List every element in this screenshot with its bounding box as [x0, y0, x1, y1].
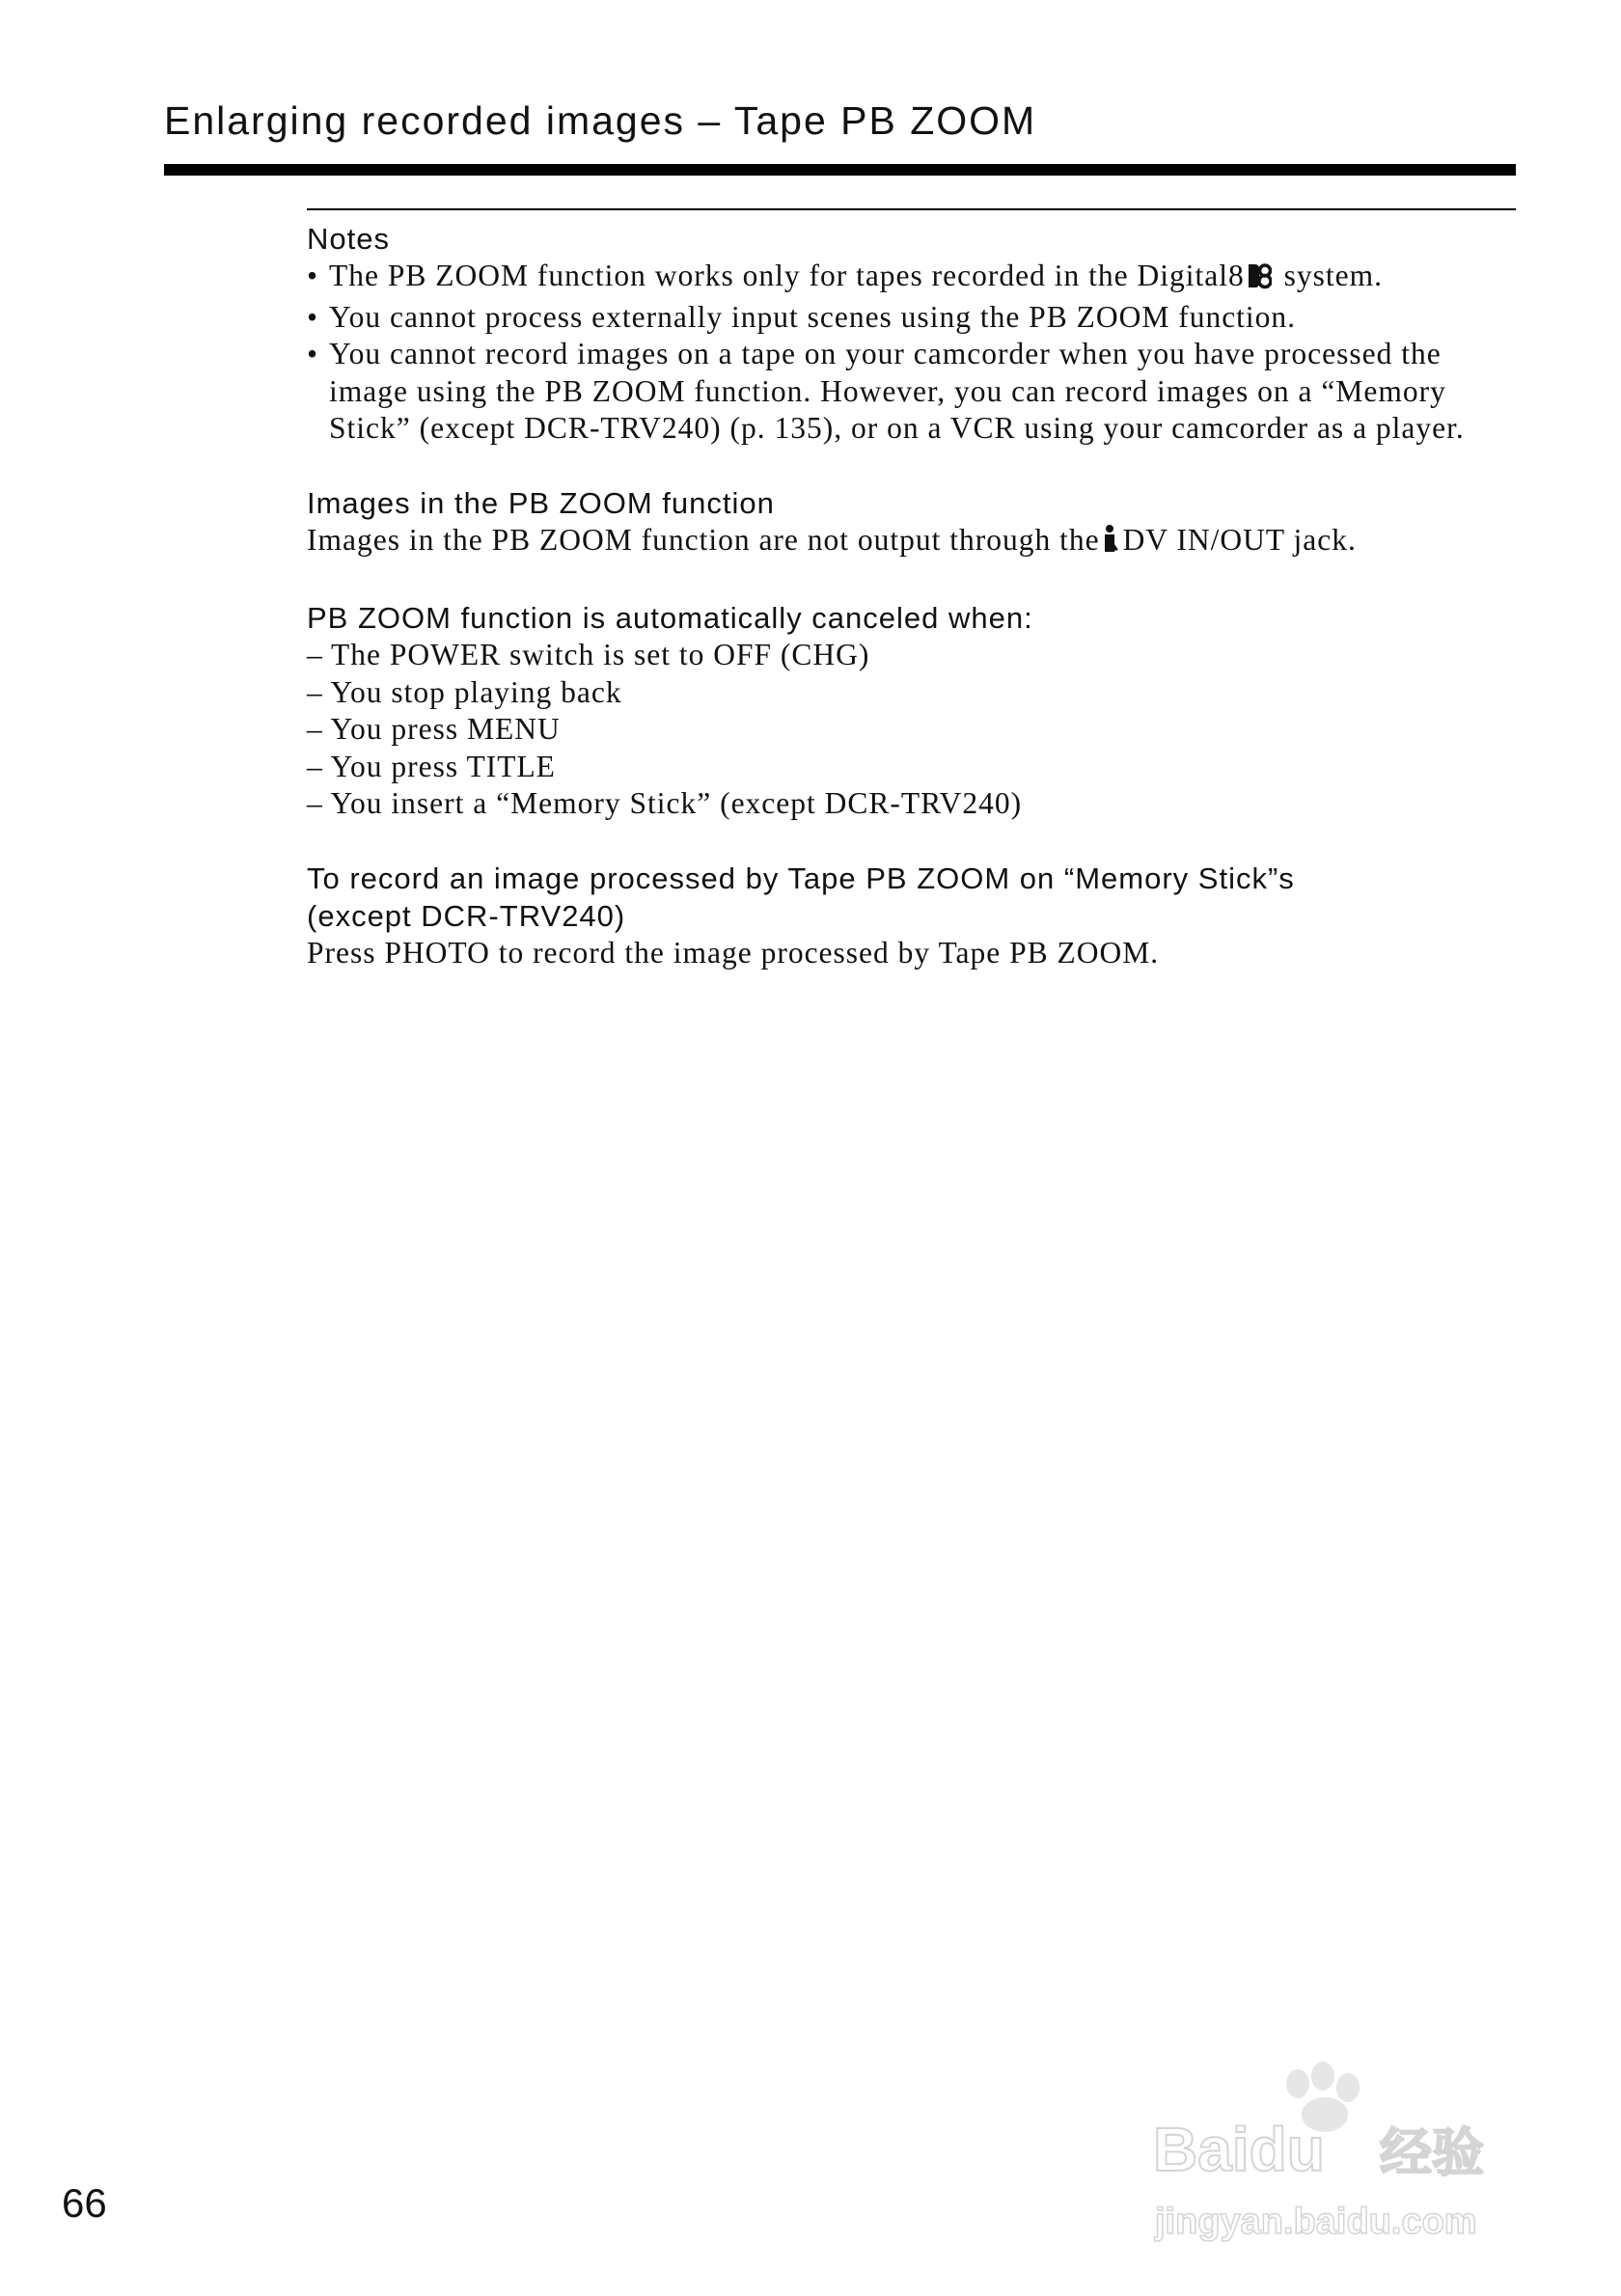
record-text: Press PHOTO to record the image processed by Tape PB ZOOM.	[307, 935, 1160, 970]
images-pb-zoom-section	[307, 484, 1516, 563]
cancel-conditions-heading: PB ZOOM function is automatically canceled when:	[307, 601, 1033, 635]
note-text-end: system.	[1275, 259, 1383, 292]
images-pb-zoom-text	[307, 522, 1516, 563]
bullet: •	[307, 259, 319, 292]
watermark-url: jingyan.baidu.com	[1155, 2201, 1477, 2242]
cancel-condition-item: – You insert a “Memory Stick” (except DCR-TRV240)	[307, 786, 1023, 820]
note-text: You cannot record images on a tape on your camcorder when you have processed the image using the PB ZOOM function. However, you can record images on a “Memory Stick” (except DCR-TRV240) (p. 135), or on a VCR using your camcorder as a player.	[329, 337, 1465, 445]
note-item	[307, 258, 1516, 299]
cancel-condition-item: – The POWER switch is set to OFF (CHG)	[307, 638, 870, 671]
record-heading-cont: (except DCR-TRV240)	[307, 898, 626, 933]
cancel-condition-item: – You stop playing back	[307, 674, 622, 709]
page-number: 66	[62, 2180, 107, 2226]
baidu-watermark	[1153, 2055, 1558, 2248]
cancel-condition-item: – You press MENU	[307, 712, 561, 746]
record-section	[307, 860, 1516, 972]
note-text: You cannot process externally input scenes using the PB ZOOM function.	[329, 299, 1297, 334]
images-pb-zoom-heading: Images in the PB ZOOM function	[307, 485, 775, 520]
images-text-end: DV IN/OUT jack.	[1122, 522, 1357, 557]
cancel-conditions-section	[307, 599, 1516, 823]
watermark-brand: Baidu	[1153, 2115, 1325, 2184]
digital8-logo-icon	[1247, 261, 1272, 299]
content-area	[307, 208, 1516, 1008]
header-rule	[164, 164, 1516, 176]
ilink-dv-icon	[1102, 525, 1119, 563]
bullet: •	[307, 337, 319, 370]
images-text-start: Images in the PB ZOOM function are not output through the	[307, 522, 1100, 557]
notes-section	[307, 220, 1516, 448]
bullet: •	[307, 299, 319, 334]
note-item	[307, 336, 1516, 448]
notes-heading: Notes	[307, 222, 390, 256]
page-header-title: Enlarging recorded images – Tape PB ZOOM	[164, 98, 1037, 143]
record-heading: To record an image processed by Tape PB ZOOM on “Memory Stick”s	[307, 861, 1295, 895]
cancel-condition-item: – You press TITLE	[307, 749, 556, 783]
note-text: The PB ZOOM function works only for tapes recorded in the Digital8	[329, 259, 1245, 292]
content-rule	[307, 208, 1516, 210]
note-item	[307, 299, 1516, 337]
watermark-cn: 经验	[1380, 2122, 1484, 2183]
